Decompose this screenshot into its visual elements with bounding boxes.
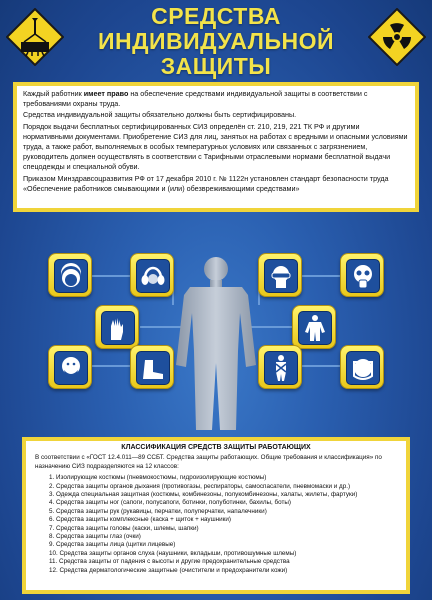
gloves-icon [102, 312, 134, 344]
list-item: 8. Средства защиты глаз (очки) [49, 533, 141, 541]
boots-icon-box [130, 345, 174, 389]
earmuffs-icon-box [130, 253, 174, 297]
gloves-icon-box [95, 305, 139, 349]
coverall-icon-box [292, 305, 336, 349]
classification-heading: КЛАССИФИКАЦИЯ СРЕДСТВ ЗАЩИТЫ РАБОТАЮЩИХ [121, 444, 311, 451]
helmet-icon [55, 260, 87, 292]
page-title [70, 4, 362, 79]
list-item: 7. Средства защиты головы (каски, шлемы, шапки) [49, 524, 199, 532]
ppe-figure-zone [0, 215, 432, 433]
face-shield-icon-box [340, 345, 384, 389]
helmet-icon-box [48, 253, 92, 297]
respirator-icon [55, 352, 87, 384]
goggles-icon-box [258, 253, 302, 297]
earmuffs-icon [137, 260, 169, 292]
human-silhouette [172, 255, 260, 433]
coverall-icon [299, 312, 331, 344]
list-item: 4. Средства защиты ног (сапоги, полусапоги, ботинки, полуботинки, бахилы, боты) [49, 499, 292, 507]
classification-panel [22, 437, 410, 594]
list-item: 10. Средства защиты органов слуха (наушники, вкладыши, противошумные шлемы) [49, 549, 297, 557]
list-item: 2. Средства защиты органов дыхания (противогазы, респираторы, самоспасатели, пневмомаски и др.) [49, 482, 351, 490]
harness-icon [265, 352, 297, 384]
intro-paragraph-1: Каждый работник имеет право на обеспечение средствами индивидуальной защиты в соответствии с требованиями охраны труда. [23, 89, 368, 109]
gas-mask-icon-box [340, 253, 384, 297]
boots-icon [137, 352, 169, 384]
intro-paragraph-4: Приказом Минздравсоцразвития РФ от 17 декабря 2010 г. № 1122н установлен стандарт безопасности труда «Обеспечение работников смывающими и (или) обезвреживающими средствами» [23, 173, 389, 193]
gas-mask-icon [347, 260, 379, 292]
classification-list [35, 474, 397, 575]
respirator-icon-box [48, 345, 92, 389]
list-item: 12. Средства дерматологические защитные (очистители и предохранители кожи) [49, 566, 288, 574]
radiation-warning-icon [368, 8, 426, 66]
intro-panel [13, 82, 419, 212]
title-line-1: СРЕДСТВА ИНДИВИДУАЛЬНОЙ [97, 3, 335, 54]
face-shield-icon [347, 352, 379, 384]
emphasis-has-right: имеет право [83, 89, 129, 98]
list-item: 6. Средства защиты комплексные (каска + щиток + наушники) [49, 516, 231, 524]
goggles-icon [265, 260, 297, 292]
list-item: 5. Средства защиты рук (рукавицы, перчатки, полуперчатки, напалечники) [49, 507, 267, 515]
intro-paragraph-2: Средства индивидуальной защиты обязательно должны быть сертифицированы. [23, 110, 297, 120]
list-item: 9. Средства защиты лица (щитки лицевые) [49, 541, 176, 549]
harness-icon-box [258, 345, 302, 389]
intro-paragraph-3: Порядок выдачи бесплатных сертифицированных СИЗ определён ст. 210, 219, 221 ТК РФ и другими нормативными документами. Приобретение СИЗ для лиц, занятых на работах с вредными и опасными условиями труда, а также работ, выполняемых в особых температурных условиях или связанных с загрязнением, руководитель должен осуществлять в соответствии с Тарифными отраслевыми нормами бесплатной выдачи спецодежды и специальной обуви. [23, 121, 408, 172]
list-item: 1. Изолирующие костюмы (пневмокостюмы, гидроизолирующие костюмы) [49, 474, 267, 482]
classification-lead: В соответствии с «ГОСТ 12.4.011—89 ССБТ. Средства защиты работающих. Общие требования и классификация» по назначению СИЗ подразделяются на 12 классов: [35, 454, 382, 470]
crane-load-warning-icon [6, 8, 64, 66]
list-item: 3. Одежда специальная защитная (костюмы, комбинезоны, полукомбинезоны, халаты, жилеты, фартуки) [49, 491, 358, 499]
list-item: 11. Средства защиты от падения с высоты и другие предохранительные средства [49, 558, 290, 566]
title-line-2: ЗАЩИТЫ [160, 53, 272, 79]
